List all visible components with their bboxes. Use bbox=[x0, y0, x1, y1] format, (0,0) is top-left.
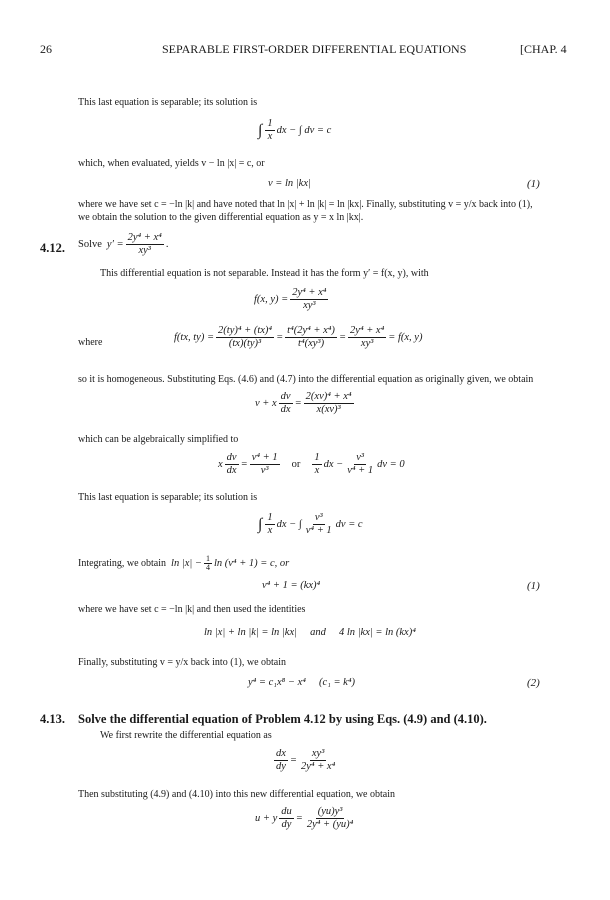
equation-integral-1 bbox=[258, 118, 331, 143]
frac-den: xy³ bbox=[138, 245, 151, 256]
text-integrating bbox=[78, 555, 289, 572]
frac-num: v³ bbox=[356, 452, 365, 463]
frac-den: 4 bbox=[205, 563, 210, 572]
intro-text: This last equation is separable; its solution is bbox=[78, 97, 258, 108]
text-identities: where we have set c = −ln |k| and then used the identities bbox=[78, 604, 306, 615]
note-line-2: we obtain the solution to the given differential equation as y = x ln |kx|. bbox=[78, 212, 364, 223]
frac-num: 2y⁴ + x⁴ bbox=[292, 287, 327, 298]
integrating-ln: ln |x| − bbox=[171, 558, 202, 569]
problem-412-statement bbox=[78, 232, 168, 257]
equation-rewrite bbox=[272, 748, 339, 773]
equation-integral-2 bbox=[258, 512, 363, 537]
frac-num: 1 bbox=[205, 554, 210, 563]
integral-sign: ∫ bbox=[258, 515, 263, 533]
frac-num: du bbox=[281, 806, 292, 817]
equation-vk: v⁴ + 1 = (kx)⁴ bbox=[262, 580, 321, 591]
a-end: dv = 0 bbox=[377, 459, 405, 470]
y-prime: y′ = bbox=[106, 239, 124, 250]
frac-den: xy³ bbox=[303, 300, 316, 311]
page-number: 26 bbox=[40, 42, 52, 56]
equation-rest: dx − ∫ dv = c bbox=[276, 125, 332, 136]
equals: = bbox=[295, 813, 303, 824]
text-simplified: which can be algebraically simplified to bbox=[78, 434, 239, 445]
frac-den: x bbox=[267, 525, 273, 536]
solve-word: Solve bbox=[78, 239, 102, 250]
equals: = bbox=[294, 398, 302, 409]
frac-num: dv bbox=[226, 452, 237, 463]
frac-den: dx bbox=[280, 404, 291, 415]
where-label: where bbox=[78, 337, 103, 348]
frac-num: 2y⁴ + x⁴ bbox=[350, 325, 385, 336]
text-not-separable: This differential equation is not separable. Instead it has the form y′ = f(x, y), with bbox=[100, 268, 429, 279]
equation-label: (2) bbox=[527, 677, 540, 689]
evaluated-text: which, when evaluated, yields v − ln |x| = c, or bbox=[78, 158, 265, 169]
u-lhs: u + y bbox=[255, 813, 278, 824]
text-substituting: Then substituting (4.9) and (4.10) into this new differential equation, we obtain bbox=[78, 789, 395, 800]
equation-v: v = ln |kx| bbox=[268, 178, 311, 189]
period: . bbox=[165, 239, 169, 250]
equation-u bbox=[255, 806, 357, 831]
text-rewrite: We first rewrite the differential equation as bbox=[100, 730, 272, 741]
equation-simplified bbox=[218, 452, 405, 477]
or-word: or bbox=[291, 459, 301, 470]
problem-413-statement: Solve the differential equation of Problem 4.12 by using Eqs. (4.9) and (4.10). bbox=[78, 712, 487, 726]
frac-num: (yu)y³ bbox=[317, 806, 343, 817]
frac-num: 2y⁴ + x⁴ bbox=[127, 232, 162, 243]
frac-den: x bbox=[314, 465, 320, 476]
i-mid: dx − ∫ bbox=[276, 519, 302, 530]
frac-num: xy³ bbox=[311, 748, 325, 759]
frac-den: 2y⁴ + (yu)⁴ bbox=[306, 819, 354, 830]
frac-num: dx bbox=[276, 748, 286, 759]
frac-den: xy³ bbox=[360, 338, 374, 349]
f-lhs: f(x, y) = bbox=[254, 294, 289, 305]
equals: = bbox=[289, 755, 298, 766]
equation-homogeneous bbox=[174, 325, 422, 350]
frac-den: x bbox=[267, 131, 273, 142]
frac-num: v³ bbox=[314, 512, 323, 523]
frac-num: t⁴(2y⁴ + x⁴) bbox=[287, 325, 335, 336]
equation-final: y⁴ = c₁x⁸ − x⁴ (c₁ = k⁴) bbox=[248, 677, 355, 688]
a-mid: dx − bbox=[323, 459, 344, 470]
running-title: SEPARABLE FIRST-ORDER DIFFERENTIAL EQUATIONS bbox=[162, 42, 467, 56]
frac-num: v⁴ + 1 bbox=[251, 452, 278, 463]
frac-den: v⁴ + 1 bbox=[347, 465, 374, 476]
frac-den: (tx)(ty)³ bbox=[228, 338, 262, 349]
frac-den: dx bbox=[226, 465, 237, 476]
frac-den: t⁴(xy³) bbox=[298, 338, 325, 349]
text-finally: Finally, substituting v = y/x back into (1), we obtain bbox=[78, 657, 287, 668]
integral-sign: ∫ bbox=[258, 121, 263, 139]
equation-identities: ln |x| + ln |k| = ln |kx| and 4 ln |kx| = ln (kx)⁴ bbox=[204, 627, 416, 638]
equation-substitution bbox=[255, 391, 356, 416]
frac-num: 1 bbox=[267, 512, 273, 523]
i-end: dv = c bbox=[335, 519, 363, 530]
equation-label: (1) bbox=[527, 580, 540, 592]
note-line-1: where we have set c = −ln |k| and have noted that ln |x| + ln |k| = ln |kx|. Finally, substituting v = y/x back into (1), bbox=[78, 199, 533, 210]
integrating-rest: ln (v⁴ + 1) = c, or bbox=[213, 558, 290, 569]
frac-num: 2(ty)⁴ + (tx)⁴ bbox=[218, 325, 273, 336]
frac-den: dy bbox=[281, 819, 292, 830]
frac-den: 2y⁴ + x⁴ bbox=[301, 761, 336, 772]
frac-den: x(xv)³ bbox=[316, 404, 341, 415]
frac-den: v⁴ + 1 bbox=[305, 525, 332, 536]
problem-number: 4.13. bbox=[40, 712, 65, 726]
problem-number: 4.12. bbox=[40, 241, 65, 255]
frac-den: dy bbox=[276, 761, 286, 772]
frac-num: 1 bbox=[267, 118, 273, 129]
a-x: x bbox=[218, 459, 223, 470]
h-rhs: = f(x, y) bbox=[388, 332, 423, 343]
frac-num: dv bbox=[280, 391, 291, 402]
text-separable-2: This last equation is separable; its solution is bbox=[78, 492, 258, 503]
h-lhs: f(tx, ty) = bbox=[174, 332, 215, 343]
equals: = bbox=[240, 459, 248, 470]
equals: = bbox=[276, 332, 284, 343]
equation-f bbox=[254, 287, 330, 312]
frac-den: v³ bbox=[260, 465, 269, 476]
text-homogeneous: so it is homogeneous. Substituting Eqs. (4.6) and (4.7) into the differential equation as originally given, we obtain bbox=[78, 374, 534, 385]
integrating-lead: Integrating, we obtain bbox=[78, 558, 167, 569]
frac-num: 2(xv)⁴ + x⁴ bbox=[305, 391, 352, 402]
equals: = bbox=[338, 332, 347, 343]
chapter-label: [CHAP. 4 bbox=[520, 42, 567, 56]
s-lhs: v + x bbox=[255, 398, 277, 409]
equation-label: (1) bbox=[527, 178, 540, 190]
frac-num: 1 bbox=[314, 452, 320, 463]
